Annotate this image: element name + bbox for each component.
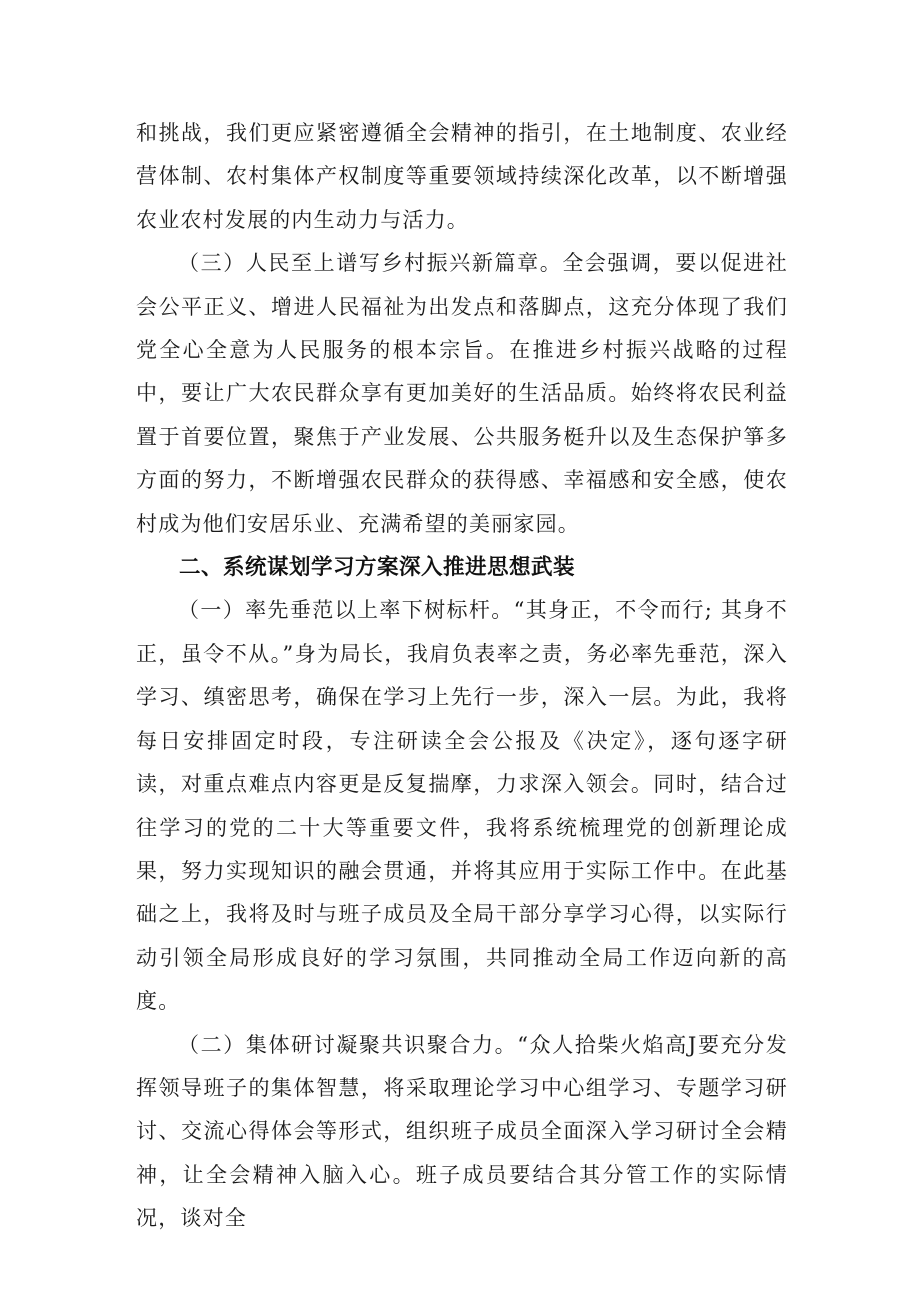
section-heading-2: 二、系统谋划学习方案深入推进思想武装 bbox=[179, 555, 576, 581]
paragraph-continuation: 和挑战，我们更应紧密遵循全会精神的指引，在土地制度、农业经营体制、农村集体产权制度等重要领域持续深化改革，以不断增强农业农村发展的内生动力与活力。 bbox=[136, 121, 788, 232]
paragraph-section-1-3: （三）人民至上谱写乡村振兴新篇章。全会强调，要以促进社会公平正义、增进人民福祉为出发点和落脚点，这充分体现了我们党全心全意为人民服务的根本宗旨。在推进乡村振兴战略的过程中，要让广大农民群众享有更加美好的生活品质。始终将农民利益置于首要位置，聚焦于产业发展、公共服务梃升以及生态保护箏多方面的努力，不断增强农民群众的获得感、幸福感和安全感，使农村成为他们安居乐业、充满希望的美丽家园。 bbox=[136, 251, 788, 536]
document-body bbox=[136, 112, 788, 1241]
paragraph-section-2-2: （二）集体研讨凝聚共识聚合力。“众人拾柴火焰高J要充分发挥领导班子的集体智慧，将采取理论学习中心组学习、专题学习研讨、交流心得体会等形式，组织班子成员全面深入学习研讨全会精神，让全会精神入脑入心。班子成员要结合其分管工作的实际情况，谈对全 bbox=[136, 1032, 788, 1231]
paragraph-section-2-1: （一）率先垂范以上率下树标杆。“其身正，不令而行; 其身不正，虽令不从。”身为局长，我肩负表率之责，务必率先垂范，深入学习、缜密思考，确保在学习上先行一步，深入一层。为此，我将每日安排固定时段，专注研读全会公报及《决定》，逐句逐字研读，对重点难点内容更是反复揣摩，力求深入领会。同时，结合过往学习的党的二十大等重要文件，我将系统梳理党的创新理论成果，努力实现知识的融会贯通，并将其应用于实际工作中。在此基础之上，我将及时与班子成员及全局干部分享学习心得，以实际行动引领全局形成良好的学习氛围，共同推动全局工作迈向新的高度。 bbox=[136, 598, 788, 1014]
